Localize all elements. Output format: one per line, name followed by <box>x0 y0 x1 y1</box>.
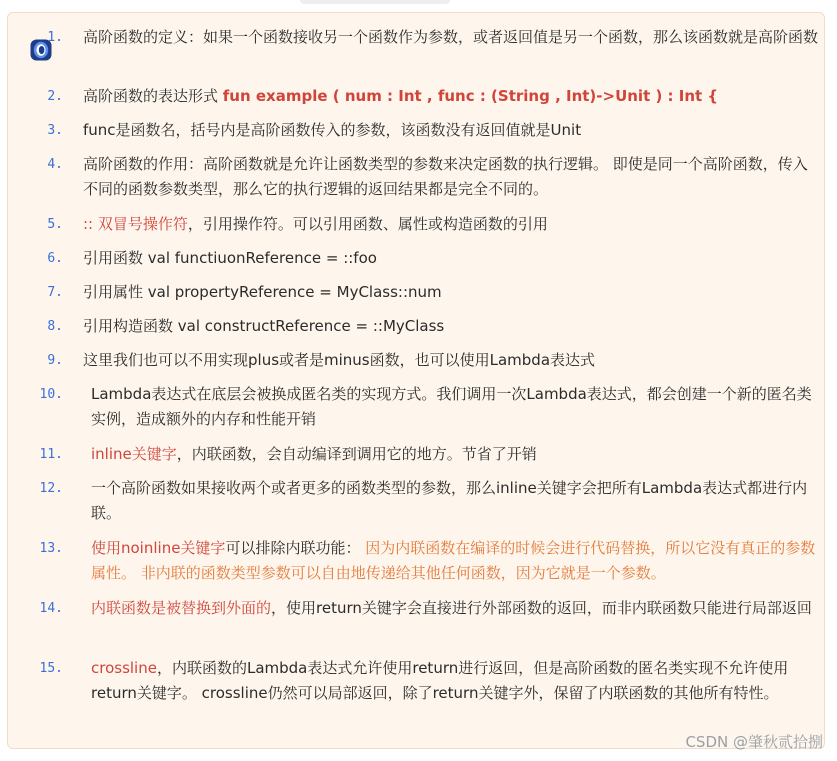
item-number: 1. <box>47 30 63 45</box>
highlight-note: 因为内联函数在编译的时候会进行代码替换，所以它没有真正的参数属性。 非内联的函数类型参数可以自由地传递给其他任何函数，因为它就是一个参数。 <box>91 539 816 582</box>
item-text: :: 双冒号操作符，引用操作符。可以引用函数、属性或构造函数的引用 <box>83 215 548 233</box>
item-text: 高阶函数的表达形式 fun example ( num : Int , func : (String , Int)->Unit ) : Int { <box>83 87 719 105</box>
item-number: 3. <box>47 123 63 138</box>
item-number: 12. <box>39 481 63 496</box>
item-text: 引用函数 val functiuonReference = ::foo <box>83 249 377 267</box>
item-number: 10. <box>39 387 63 402</box>
item-text: func是函数名，括号内是高阶函数传入的参数，该函数没有返回值就是Unit <box>83 121 582 139</box>
item-text: 引用属性 val propertyReference = MyClass::num <box>83 283 442 301</box>
item-number: 13. <box>39 541 63 556</box>
item-text: 内联函数是被替换到外面的，使用return关键字会直接进行外部函数的返回，而非内联函数只能进行局部返回 <box>91 599 812 617</box>
item-number: 9. <box>47 353 63 368</box>
item-text: crossline，内联函数的Lambda表达式允许使用return进行返回，但是高阶函数的匿名类实现不允许使用return关键字。 crossline仍然可以局部返回，除了return关键字外，保留了内联函数的其他所有特性。 <box>91 659 789 702</box>
item-number: 6. <box>47 251 63 266</box>
notes-card <box>7 12 825 749</box>
code-signature: fun example ( num : Int , func : (String , Int)->Unit ) : Int { <box>222 87 719 105</box>
item-number: 7. <box>47 285 63 300</box>
item-text: 高阶函数的定义：如果一个函数接收另一个函数作为参数，或者返回值是另一个函数，那么该函数就是高阶函数 <box>83 28 819 46</box>
item-text: 这里我们也可以不用实现plus或者是minus函数，也可以使用Lambda表达式 <box>83 351 596 369</box>
item-text: 高阶函数的作用：高阶函数就是允许让函数类型的参数来决定函数的执行逻辑。 即使是同一个高阶函数，传入不同的函数参数类型，那么它的执行逻辑的返回结果都是完全不同的。 <box>83 155 808 198</box>
item-text: 一个高阶函数如果接收两个或者更多的函数类型的参数，那么inline关键字会把所有Lambda表达式都进行内联。 <box>91 479 808 522</box>
highlight-term: inline关键字 <box>91 445 177 463</box>
item-number: 8. <box>47 319 63 334</box>
item-number: 11. <box>39 447 63 462</box>
highlight-term: :: 双冒号操作符 <box>83 215 188 233</box>
highlight-term: 使用noinline关键字 <box>91 539 226 557</box>
item-text: inline关键字，内联函数，会自动编译到调用它的地方。节省了开销 <box>91 445 537 463</box>
top-tab <box>300 0 450 4</box>
highlight-term: 内联函数是被替换到外面的 <box>91 599 272 617</box>
item-number: 5. <box>47 217 63 232</box>
highlight-term: crossline <box>91 659 157 677</box>
item-text: 使用noinline关键字可以排除内联功能： 因为内联函数在编译的时候会进行代码替换，所以它没有真正的参数属性。 非内联的函数类型参数可以自由地传递给其他任何函数，因为它就是一个参数。 <box>91 539 816 582</box>
item-number: 4. <box>47 157 63 172</box>
item-text: 引用构造函数 val constructReference = ::MyClass <box>83 317 445 335</box>
item-number: 14. <box>39 601 63 616</box>
watermark: CSDN @肇秋贰拾捌 <box>685 733 823 751</box>
item-number: 15. <box>39 661 63 676</box>
item-number: 2. <box>47 89 63 104</box>
item-text: Lambda表达式在底层会被换成匿名类的实现方式。我们调用一次Lambda表达式，都会创建一个新的匿名类实例，造成额外的内存和性能开销 <box>91 385 812 428</box>
